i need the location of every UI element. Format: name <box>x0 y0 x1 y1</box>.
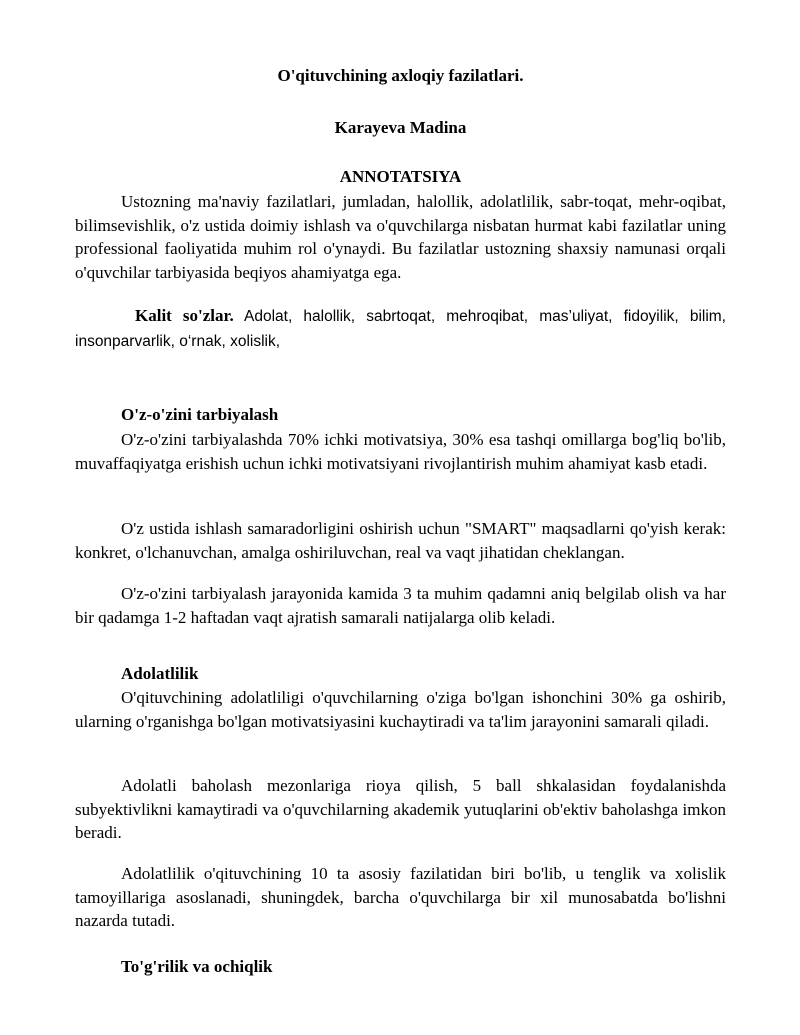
paragraph: O'z-o'zini tarbiyalashda 70% ichki motivatsiya, 30% esa tashqi omillarga bog'liq bo'lib, muvaffaqiyatga erishish uchun ichki motivatsiyani rivojlantirish muhim ahamiyat kasb etadi. <box>75 430 726 473</box>
paragraph: Adolatlilik o'qituvchining 10 ta asosiy fazilatidan biri bo'lib, u tenglik va xolislik tamoyillariga asoslanadi, shuningdek, barcha o'quvchilarga bir xil munosabatda bo'lishni nazarda tutadi. <box>75 864 726 930</box>
section-heading-fairness: Adolatlilik <box>121 664 199 683</box>
paragraph: Adolatli baholash mezonlariga rioya qilish, 5 ball shkalasidan foydalanishda subyektivlikni kamaytiradi va o'quvchilarning akademik yutuqlarini ob'ektiv baholashga imkon beradi. <box>75 776 726 842</box>
paragraph: O'qituvchining adolatliligi o'quvchilarning o'ziga bo'lgan ishonchini 30% ga oshirib, ularning o'rganishga bo'lgan motivatsiyasini kuchaytiradi va ta'lim jarayonini samarali qiladi. <box>75 688 726 731</box>
section-heading-self-education: O'z-o'zini tarbiyalash <box>121 405 279 424</box>
paragraph: O'z-o'zini tarbiyalash jarayonida kamida 3 ta muhim qadamni aniq belgilab olish va har bir qadamga 1-2 haftadan vaqt ajratish samarali natijalarga olib keladi. <box>75 584 726 627</box>
keywords-paragraph <box>75 304 726 353</box>
document-title: O'qituvchining axloqiy fazilatlari. <box>277 66 524 85</box>
annotation-heading: ANNOTATSIYA <box>339 167 462 186</box>
keywords-label: Kalit so'zlar. <box>135 306 234 325</box>
annotation-paragraph: Ustozning ma'naviy fazilatlari, jumladan, halollik, adolatlilik, sabr-toqat, mehr-oqibat, bilimsevishlik, o'z ustida doimiy ishlash va o'quvchilarga nisbatan hurmat kabi fazilatlar uning professional faoliyatida muhim rol o'ynaydi. Bu fazilatlar ustozning shaxsiy namunasi orqali o'quvchilar tarbiyasida beqiyos ahamiyatga ega. <box>75 192 726 282</box>
paragraph: O'z ustida ishlash samaradorligini oshirish uchun "SMART" maqsadlarni qo'yish kerak: konkret, o'lchanuvchan, amalga oshiriluvchan, real va vaqt jihatidan cheklangan. <box>75 519 726 562</box>
section-heading-honesty: To'g'rilik va ochiqlik <box>121 957 273 976</box>
keywords-list: Adolat, halollik, sabrtoqat, mehroqibat, mas’uliyat, fidoyilik, bilim, insonparvarlik, o‘rnak, xolislik, <box>75 308 726 350</box>
author-name: Karayeva Madina <box>334 118 467 137</box>
